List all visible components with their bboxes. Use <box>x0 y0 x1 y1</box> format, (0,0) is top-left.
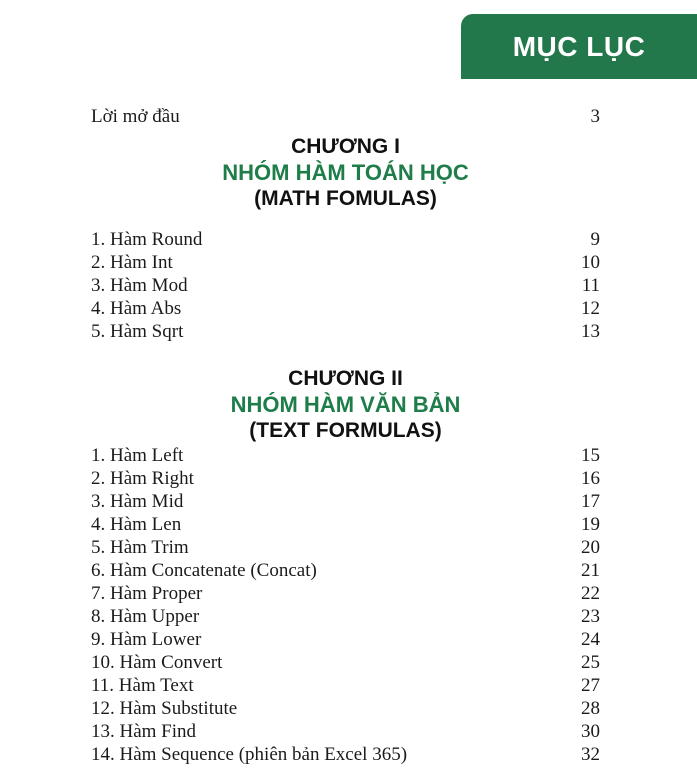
chapter-2-item-list <box>91 444 600 766</box>
toc-item-page: 24 <box>581 629 600 650</box>
toc-row <box>91 320 600 343</box>
toc-item-page: 20 <box>581 537 600 558</box>
toc-item-page: 11 <box>581 275 600 296</box>
toc-row <box>91 274 600 297</box>
chapter-1-subheading-alt: (MATH FOMULAS) <box>254 187 437 210</box>
toc-item-page: 19 <box>581 514 600 535</box>
toc-row <box>91 697 600 720</box>
toc-row <box>91 651 600 674</box>
toc-item-page: 16 <box>581 468 600 489</box>
preface-label: Lời mở đầu <box>91 106 180 127</box>
toc-item-title: 5. Hàm Trim <box>91 537 189 558</box>
chapter-1-heading-block <box>91 134 600 212</box>
chapter-2-subheading-alt: (TEXT FORMULAS) <box>249 419 442 442</box>
toc-row <box>91 559 600 582</box>
toc-item-title: 6. Hàm Concatenate (Concat) <box>91 560 317 581</box>
toc-item-page: 22 <box>581 583 600 604</box>
toc-row <box>91 720 600 743</box>
toc-item-page: 27 <box>581 675 600 696</box>
toc-item-page: 13 <box>581 321 600 342</box>
toc-item-page: 17 <box>581 491 600 512</box>
toc-item-page: 30 <box>581 721 600 742</box>
toc-row-preface <box>91 105 600 128</box>
toc-item-title: 5. Hàm Sqrt <box>91 321 184 342</box>
toc-item-title: 2. Hàm Right <box>91 468 194 489</box>
toc-item-page: 32 <box>581 744 600 765</box>
toc-item-title: 2. Hàm Int <box>91 252 173 273</box>
toc-row <box>91 490 600 513</box>
toc-item-title: 4. Hàm Abs <box>91 298 182 319</box>
chapter-1-subheading: NHÓM HÀM TOÁN HỌC <box>222 160 469 185</box>
toc-item-page: 25 <box>581 652 600 673</box>
toc-item-page: 12 <box>581 298 600 319</box>
toc-row <box>91 251 600 274</box>
toc-item-page: 21 <box>581 560 600 581</box>
chapter-2-heading-block <box>91 366 600 444</box>
toc-row <box>91 297 600 320</box>
preface-page-number: 3 <box>590 106 600 127</box>
toc-row <box>91 513 600 536</box>
toc-item-title: 7. Hàm Proper <box>91 583 203 604</box>
chapter-2-subheading: NHÓM HÀM VĂN BẢN <box>230 392 461 417</box>
toc-row <box>91 228 600 251</box>
toc-row <box>91 582 600 605</box>
toc-row <box>91 536 600 559</box>
toc-content <box>91 0 600 766</box>
toc-item-title: 1. Hàm Left <box>91 445 184 466</box>
toc-row <box>91 674 600 697</box>
toc-item-title: 4. Hàm Len <box>91 514 182 535</box>
chapter-1-item-list <box>91 228 600 343</box>
toc-item-title: 12. Hàm Substitute <box>91 698 238 719</box>
toc-item-page: 23 <box>581 606 600 627</box>
toc-item-title: 9. Hàm Lower <box>91 629 202 650</box>
toc-item-title: 3. Hàm Mid <box>91 491 184 512</box>
toc-item-title: 10. Hàm Convert <box>91 652 223 673</box>
toc-row <box>91 444 600 467</box>
toc-item-page: 15 <box>581 445 600 466</box>
toc-item-title: 3. Hàm Mod <box>91 275 188 296</box>
toc-item-title: 11. Hàm Text <box>91 675 194 696</box>
toc-item-page: 28 <box>581 698 600 719</box>
toc-row <box>91 628 600 651</box>
toc-item-title: 1. Hàm Round <box>91 229 203 250</box>
banner-title: MỤC LỤC <box>512 30 646 62</box>
toc-row <box>91 743 600 766</box>
toc-row <box>91 605 600 628</box>
toc-item-page: 10 <box>581 252 600 273</box>
chapter-1-heading: CHƯƠNG I <box>291 135 400 158</box>
toc-item-title: 8. Hàm Upper <box>91 606 200 627</box>
toc-item-title: 13. Hàm Find <box>91 721 197 742</box>
toc-row <box>91 467 600 490</box>
chapter-2-heading: CHƯƠNG II <box>288 367 403 390</box>
toc-item-title: 14. Hàm Sequence (phiên bản Excel 365) <box>91 744 408 765</box>
toc-item-page: 9 <box>590 229 600 250</box>
